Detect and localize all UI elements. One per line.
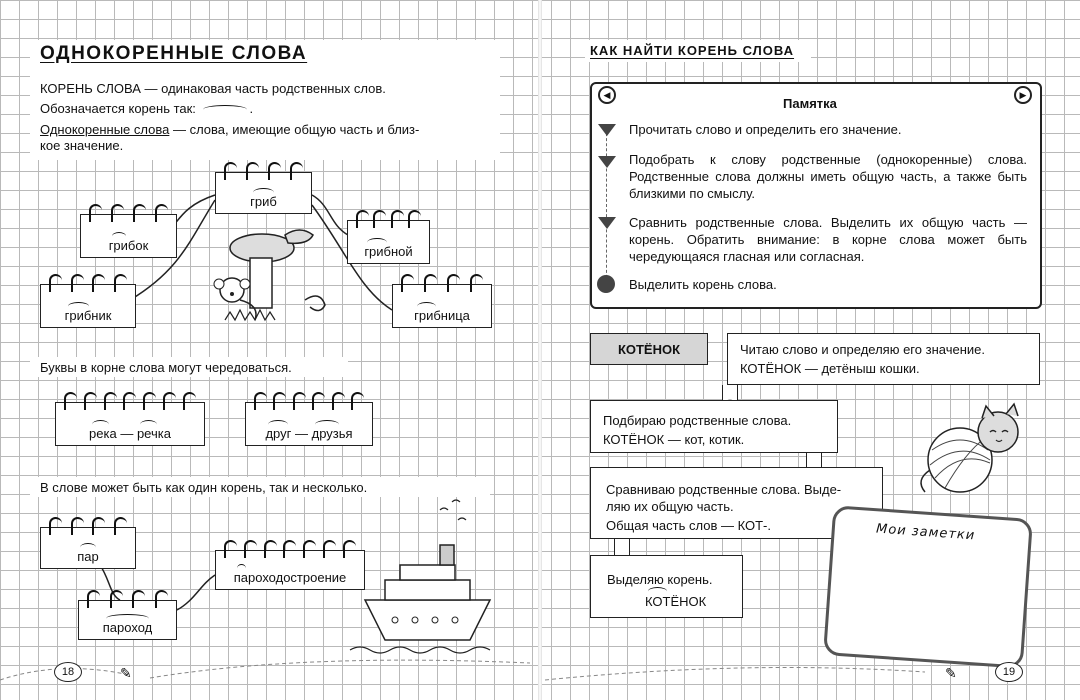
word-card-drug: друг — друзья — [245, 402, 373, 446]
page-number-right: 19 — [995, 662, 1023, 682]
word-card-gribnitsa: грибница — [392, 284, 492, 328]
page-title-left: ОДНОКОРЕННЫЕ СЛОВА — [40, 43, 308, 64]
step1-line-1: Читаю слово и определяю его значение. — [740, 342, 985, 357]
step3-line-2: ляю их общую часть. — [606, 499, 734, 514]
memo-step-3: Сравнить родственные слова. Выделить их общую часть — корень. Обратить внимание: в корне слова может быть чередующаяся гласная или согласная. — [629, 215, 1027, 264]
word-card-parokhod: пароход — [78, 600, 177, 640]
word-card-gribnik: грибник — [40, 284, 136, 328]
cat-yarn-illustration — [910, 400, 1050, 510]
memo-corner-icon-right: ▶ — [1014, 86, 1032, 104]
step4-word: КОТЁНОК — [645, 593, 706, 610]
memo-timeline-line — [606, 128, 607, 283]
step2-line-2: КОТЁНОК — кот, котик. — [603, 432, 745, 447]
step4-line-1: Выделяю корень. — [607, 572, 713, 587]
memo-step-marker-4 — [597, 275, 615, 293]
definition-line-2: Обозначается корень так: . — [40, 101, 254, 116]
alternation-text: Буквы в корне слова могут чередоваться. — [40, 360, 292, 375]
page-number-left: 18 — [54, 662, 82, 682]
page-title-right: КАК НАЙТИ КОРЕНЬ СЛОВА — [590, 43, 795, 58]
pencil-icon-right: ✎ — [945, 665, 957, 681]
pencil-icon: ✎ — [120, 665, 132, 681]
definition-line-4: кое значение. — [40, 138, 124, 153]
memo-step-4: Выделить корень слова. — [629, 277, 777, 292]
notes-title: Мои заметки — [875, 521, 976, 544]
word-card-reka: река — речка — [55, 402, 205, 446]
memo-title: Памятка — [783, 96, 837, 111]
word-card-parokhodostroenie: пароходостроение — [215, 550, 365, 590]
example-word-label: КОТЁНОК — [590, 333, 708, 365]
step3-line-3: Общая часть слов — КОТ-. — [606, 518, 771, 533]
definition-line-1: КОРЕНЬ СЛОВА — одинаковая часть родственных слов. — [40, 81, 386, 96]
word-card-gribok: грибок — [80, 214, 177, 258]
step2-line-1: Подбираю родственные слова. — [603, 413, 792, 428]
multi-root-text: В слове может быть как один корень, так и несколько. — [40, 480, 368, 495]
memo-step-marker-2 — [598, 156, 616, 168]
word-card-gribnoy: грибной — [347, 220, 430, 264]
step3-line-1: Сравниваю родственные слова. Выде- — [606, 482, 842, 497]
definition-line-3: Однокоренные слова — слова, имеющие общую часть и близ- — [40, 122, 420, 137]
memo-step-marker-3 — [598, 217, 616, 229]
memo-step-1: Прочитать слово и определить его значение. — [629, 122, 902, 137]
word-card-par: пар — [40, 527, 136, 569]
memo-step-2: Подобрать к слову родственные (однокоренные) слова. Родственные слова должны иметь общую часть, а также быть близкими по смыслу. — [629, 152, 1027, 201]
memo-step-marker-1 — [598, 124, 616, 136]
word-card-grib: гриб — [215, 172, 312, 214]
step1-line-2: КОТЁНОК — детёныш кошки. — [740, 361, 920, 376]
memo-corner-icon-left: ◀ — [598, 86, 616, 104]
